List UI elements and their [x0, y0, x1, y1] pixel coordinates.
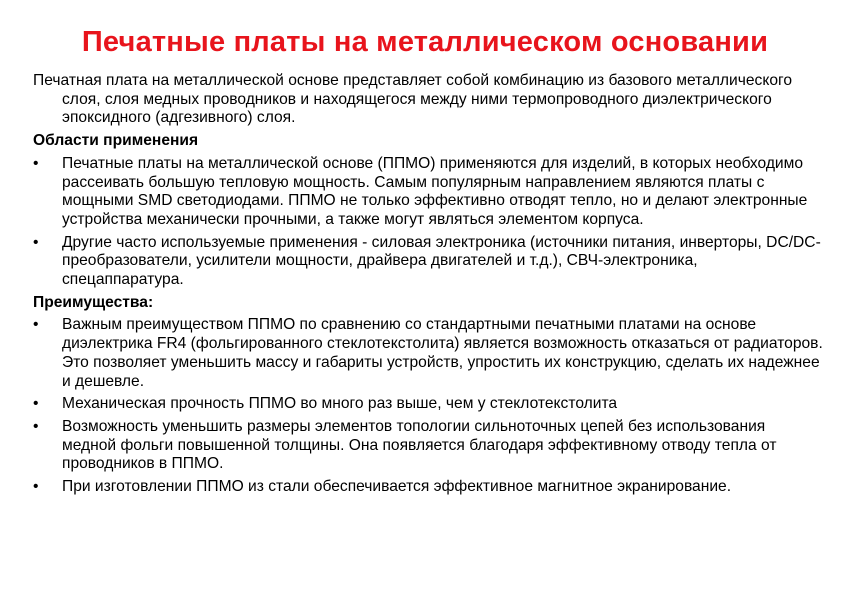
list-item-text: Механическая прочность ППМО во много раз выше, чем у стеклотекстолита [62, 395, 618, 413]
applications-list [33, 155, 823, 290]
section-heading-applications: Области применения [33, 132, 199, 150]
list-item-text: Важным преимуществом ППМО по сравнению со стандартными печатными платами на основе диэлектрика FR4 (фольгированного стеклотекстолита) является возможность отказаться от радиаторов. Это позволяет уменьшить массу и габариты устройств, упростить их конструкцию, сделать их надежнее и дешевле. [62, 316, 823, 390]
list-item-text: Возможность уменьшить размеры элементов топологии сильноточных цепей без использования медной фольги повышенной толщины. Она появляется благодаря эффективному отводу тепла от проводников в ППМО. [62, 417, 777, 473]
bullet-icon: • [33, 395, 39, 413]
bullet-icon: • [33, 316, 39, 334]
list-item-text: При изготовлении ППМО из стали обеспечивается эффективное магнитное экранирование. [62, 478, 732, 496]
bullet-icon: • [33, 478, 39, 496]
section-heading-advantages: Преимущества: [33, 293, 154, 311]
list-item [33, 478, 823, 497]
list-item [33, 395, 823, 414]
bullet-icon: • [33, 233, 39, 251]
list-item [33, 316, 823, 391]
advantages-list [33, 316, 823, 496]
list-item-text: Печатные платы на металлической основе (ППМО) применяются для изделий, в которых необходимо рассеивать большую тепловую мощность. Самым популярным направлением являются платы с мощными SMD светодиодами. ППМО не только эффективно отводят тепло, но и делают электронные устройства механически прочными, а также могут являться элементом корпуса. [62, 154, 808, 228]
list-item-text: Другие часто используемые применения - силовая электроника (источники питания, инверторы, DC/DC-преобразователи, усилители мощности, драйвера двигателей и т.д.), СВЧ-электроника, спецаппаратура. [62, 233, 821, 289]
bullet-icon: • [33, 417, 39, 435]
list-item [33, 418, 823, 474]
slide-title: Печатные платы на металлическом основании [81, 26, 769, 58]
bullet-icon: • [33, 154, 39, 172]
slide-body [33, 72, 823, 501]
list-item [33, 234, 823, 290]
intro-paragraph: Печатная плата на металлической основе представляет собой комбинацию из базового металлического слоя, слоя медных проводников и находящегося между ними термопроводного диэлектрического эпоксидного (адгезивного) слоя. [33, 72, 793, 127]
list-item [33, 155, 823, 230]
